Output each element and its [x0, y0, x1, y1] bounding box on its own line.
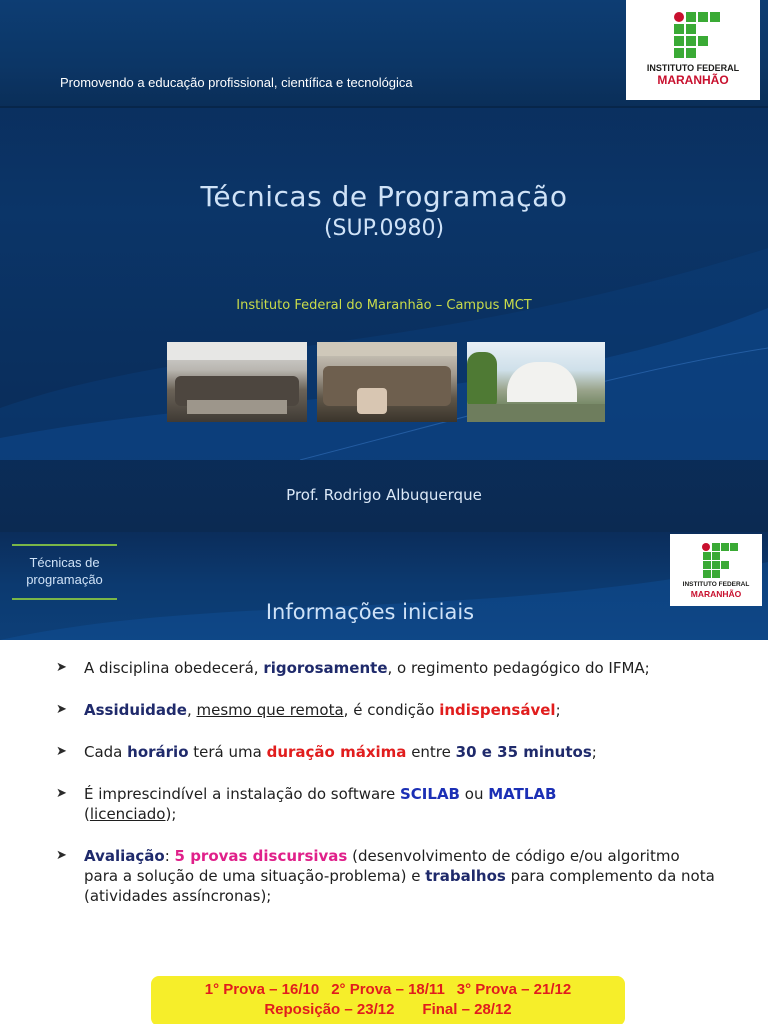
campus-photo — [467, 342, 605, 422]
institution-name: Instituto Federal do Maranhão – Campus MCT — [236, 298, 532, 313]
info-slide — [0, 532, 768, 1024]
exam-1-date: 1° Prova – 16/10 — [204, 981, 320, 998]
arrow-bullet-icon: ➤ — [56, 786, 67, 801]
bullet-item: ➤ Cada horário terá uma duração máxima entre 30 e 35 minutos; — [56, 743, 597, 761]
tagline: Promovendo a educação profissional, científica e tecnológica — [60, 75, 413, 90]
bullet-list — [56, 658, 716, 906]
professor-name: Prof. Rodrigo Albuquerque — [286, 486, 482, 504]
ifma-logo — [670, 534, 762, 606]
makeup-date: Reposição – 23/12 — [264, 1001, 395, 1018]
corner-label-line1: Técnicas de — [29, 555, 100, 570]
arrow-bullet-icon: ➤ — [56, 702, 67, 717]
bullet-item: ➤ Assiduidade, mesmo que remota, é condição indispensável; — [56, 701, 561, 719]
arrow-bullet-icon: ➤ — [56, 744, 67, 759]
slide-header — [0, 532, 768, 640]
ifma-logo — [626, 0, 760, 100]
logo-text-institute: INSTITUTO FEDERAL — [646, 63, 740, 73]
exam-schedule-box — [151, 976, 625, 1024]
final-date: Final – 28/12 — [422, 1001, 512, 1018]
classroom-photo-1 — [167, 342, 307, 422]
bullet-item: ➤ Avaliação: 5 provas discursivas (desenvolvimento de código e/ou algoritmo para a solução de uma situação-problema) e trabalhos para complemento da nota (atividades assíncronas); — [56, 847, 715, 905]
course-title: Técnicas de Programação — [200, 180, 568, 213]
slide-title: Informações iniciais — [265, 600, 475, 624]
bullet-item: ➤ É imprescindível a instalação do software SCILAB ou MATLAB (licenciado); — [56, 785, 557, 823]
ifma-logo-icon — [626, 0, 760, 60]
exam-2-date: 2° Prova – 18/11 — [331, 981, 445, 998]
bullet-item: ➤ A disciplina obedecerá, rigorosamente, o regimento pedagógico do IFMA; — [56, 659, 650, 677]
corner-label-line2: programação — [26, 572, 103, 587]
exam-dates-line — [151, 981, 625, 998]
exam-3-date: 3° Prova – 21/12 — [456, 981, 572, 998]
makeup-final-line — [151, 1001, 625, 1018]
arrow-bullet-icon: ➤ — [56, 660, 67, 675]
logo-text-institute: INSTITUTO FEDERAL — [682, 581, 750, 588]
logo-text-state: MARANHÃO — [690, 589, 742, 599]
course-code: (SUP.0980) — [323, 216, 445, 241]
course-corner-label — [12, 544, 117, 600]
ifma-logo-icon — [670, 534, 762, 580]
classroom-photo-2 — [317, 342, 457, 422]
arrow-bullet-icon: ➤ — [56, 848, 67, 863]
logo-text-state: MARANHÃO — [657, 73, 729, 87]
